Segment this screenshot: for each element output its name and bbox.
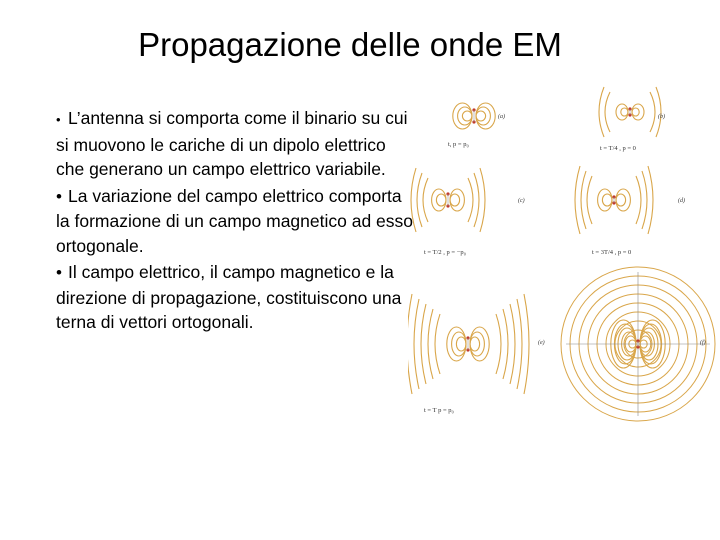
panel-label-e: (e) bbox=[538, 340, 545, 346]
radiated-field-line bbox=[423, 178, 428, 222]
field-line-loop bbox=[432, 189, 446, 211]
radiated-field-line bbox=[599, 87, 604, 137]
bullet-text: Il campo elettrico, il campo magnetico e la direzione di propagazione, costituiscono una terna di vettori ortogonali. bbox=[56, 262, 402, 332]
dipole-field-diagram bbox=[408, 82, 720, 422]
panel-label-c: (c) bbox=[518, 198, 525, 204]
radiated-field-line bbox=[417, 173, 422, 227]
radiated-field-line bbox=[480, 168, 485, 232]
panel-label-a: (a) bbox=[498, 114, 505, 120]
panel-label-f: (f) bbox=[700, 340, 706, 346]
field-line-loop bbox=[450, 189, 464, 211]
field-line-loop bbox=[456, 337, 466, 351]
radiated-field-line bbox=[428, 309, 433, 379]
bullet-text: L’antenna si comporta come il binario su cui si muovono le cariche di un dipolo elettrico che generano un campo elettrico variabile. bbox=[56, 108, 408, 179]
field-line-loop bbox=[436, 194, 446, 206]
field-line-loop bbox=[452, 332, 466, 356]
radiated-field-line bbox=[517, 299, 522, 389]
radiated-field-line bbox=[474, 173, 479, 227]
bullet-list bbox=[56, 106, 416, 337]
field-line-loop bbox=[458, 107, 472, 125]
field-line-loop bbox=[616, 104, 628, 120]
bullet-item bbox=[56, 184, 416, 259]
radiated-field-line bbox=[414, 299, 419, 389]
field-line-loop bbox=[476, 107, 490, 125]
radiated-field-line bbox=[581, 171, 586, 229]
bullet-glyph: • bbox=[56, 186, 62, 206]
field-line-loop bbox=[470, 337, 480, 351]
caption-a: t, p = p₀ bbox=[448, 141, 469, 148]
panel-label-d: (d) bbox=[678, 198, 685, 204]
radiated-field-line bbox=[605, 92, 610, 132]
bullet-glyph: • bbox=[56, 112, 61, 127]
bullet-glyph: • bbox=[56, 263, 62, 282]
radiated-field-line bbox=[468, 178, 473, 222]
bullet-item bbox=[56, 260, 416, 335]
radiated-field-line bbox=[503, 309, 508, 379]
radiated-field-line bbox=[636, 176, 641, 224]
field-line-loop bbox=[450, 194, 460, 206]
radiated-field-line bbox=[656, 87, 661, 137]
radiated-field-line bbox=[587, 176, 592, 224]
caption-e: t = T p = p₀ bbox=[424, 407, 454, 414]
radiated-field-line bbox=[421, 304, 426, 384]
radiated-field-line bbox=[524, 294, 529, 394]
bullet-text: La variazione del campo elettrico comporta la formazione di un campo magnetico ad esso ortogonale. bbox=[56, 185, 414, 256]
radiated-field-line bbox=[642, 171, 647, 229]
field-line-loop bbox=[602, 194, 612, 206]
panel-label-b: (b) bbox=[658, 114, 665, 120]
field-line-loop bbox=[621, 108, 628, 116]
field-line-loop bbox=[632, 108, 639, 116]
slide-title: Propagazione delle onde EM bbox=[138, 26, 562, 63]
field-line-loop bbox=[462, 111, 472, 121]
radiated-field-line bbox=[435, 314, 440, 374]
caption-d: t = 3T/4 , p = 0 bbox=[592, 249, 632, 256]
field-line-loop bbox=[476, 111, 486, 121]
field-line-loop bbox=[632, 104, 644, 120]
field-line-loop bbox=[470, 332, 484, 356]
caption-c: t = T/2 , p = −p₀ bbox=[424, 249, 466, 256]
caption-b: t = T/4 , p = 0 bbox=[600, 145, 636, 152]
field-line-loop bbox=[616, 194, 626, 206]
field-line-loop bbox=[598, 189, 612, 211]
radiated-field-line bbox=[496, 314, 501, 374]
radiated-field-line bbox=[408, 294, 412, 394]
radiated-field-line bbox=[575, 166, 580, 234]
field-line-loop bbox=[616, 189, 630, 211]
radiated-field-line bbox=[510, 304, 515, 384]
radiated-field-line bbox=[648, 166, 653, 234]
radiated-field-line bbox=[411, 168, 416, 232]
radiated-field-line bbox=[650, 92, 655, 132]
bullet-item bbox=[56, 106, 416, 182]
dipole-radiation-figure bbox=[408, 82, 720, 422]
